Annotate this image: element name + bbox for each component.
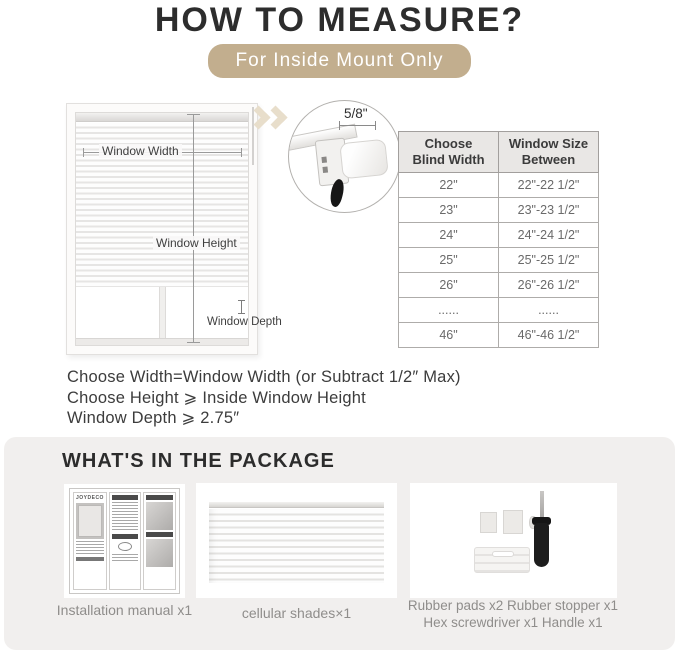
manual-card — [64, 484, 185, 598]
manual-part-drawing — [118, 542, 132, 551]
hardware-caption-line2: Hex screwdriver x1 Handle x1 — [423, 615, 603, 630]
manual-section-bar — [112, 495, 139, 500]
table-row — [399, 173, 599, 198]
depth-tick-bottom — [238, 313, 245, 314]
width-tick-left — [83, 148, 84, 157]
table-cell: 24"-24 1/2" — [499, 223, 599, 248]
shades-card — [196, 483, 397, 598]
table-header-blind-width: Choose Blind Width — [399, 132, 499, 173]
table-cell: 23" — [399, 198, 499, 223]
table-row — [399, 298, 599, 323]
table-cell: 46" — [399, 323, 499, 348]
measuring-instructions — [67, 367, 461, 429]
width-tick-right — [241, 148, 242, 157]
manual-panel-1 — [73, 492, 107, 590]
table-cell: 23"-23 1/2" — [499, 198, 599, 223]
depth-tick-top — [238, 300, 245, 301]
manual-caption: Installation manual x1 — [56, 602, 193, 618]
handle-slot — [492, 551, 514, 557]
blind-headrail — [76, 113, 248, 122]
instruction-width: Choose Width=Window Width (or Subtract 1/2″ Max) — [67, 368, 461, 386]
inside-mount-badge: For Inside Mount Only — [208, 44, 471, 78]
manual-section-bar — [146, 532, 173, 537]
manual-step-photo — [146, 502, 173, 530]
manual-step-photo — [146, 539, 173, 567]
window-depth-label: Window Depth — [207, 316, 282, 328]
table-row — [399, 248, 599, 273]
blind-size-table — [398, 131, 599, 348]
manual-section-bar — [146, 495, 173, 500]
shade-pleats — [209, 509, 384, 583]
page-title: HOW TO MEASURE? — [154, 1, 525, 39]
headrail-depth-bracket — [339, 125, 376, 126]
table-row — [399, 223, 599, 248]
headrail-zoom-detail — [288, 100, 401, 213]
chevron-right-icon — [263, 105, 287, 129]
manual-logo-bar — [76, 557, 104, 561]
table-cell: 25" — [399, 248, 499, 273]
headrail-end-cap — [339, 139, 389, 180]
hardware-caption — [390, 597, 636, 631]
package-panel — [4, 437, 675, 650]
table-row — [399, 323, 599, 348]
rubber-pad — [480, 512, 497, 533]
package-heading: WHAT'S IN THE PACKAGE — [62, 450, 335, 472]
manual-panel-2 — [109, 492, 142, 590]
rubber-pad — [503, 510, 523, 534]
headrail-depth-value: 5/8" — [344, 106, 368, 121]
instruction-depth: Window Depth ⩾ 2.75″ — [67, 409, 240, 427]
manual-section-bar — [112, 534, 139, 539]
table-cell: ...... — [399, 298, 499, 323]
installation-manual-graphic — [69, 488, 180, 594]
table-cell: 24" — [399, 223, 499, 248]
window-sill — [76, 338, 248, 345]
headrail-clip — [321, 157, 327, 163]
table-header-row — [399, 132, 599, 173]
window-width-label: Window Width — [99, 144, 182, 158]
height-tick-bottom — [187, 342, 200, 343]
window-height-label: Window Height — [153, 236, 240, 250]
manual-text-lines — [112, 554, 139, 562]
window-mullion — [159, 287, 166, 345]
height-dimension-line — [193, 114, 194, 342]
table-cell: ...... — [499, 298, 599, 323]
depth-dimension-line — [241, 300, 242, 313]
table-body — [399, 173, 599, 348]
manual-panel-3 — [143, 492, 176, 590]
table-cell: 46"-46 1/2" — [499, 323, 599, 348]
manual-text-lines — [112, 502, 139, 532]
hardware-card — [410, 483, 617, 598]
brand-logo: JOYDECO — [76, 495, 104, 501]
handle — [474, 547, 530, 573]
table-row — [399, 198, 599, 223]
hex-screwdriver — [534, 523, 549, 567]
table-cell: 25"-25 1/2" — [499, 248, 599, 273]
hardware-caption-line1: Rubber pads x2 Rubber stopper x1 — [407, 598, 619, 613]
table-row — [399, 273, 599, 298]
manual-window-illustration — [76, 503, 104, 539]
shades-caption: cellular shades×1 — [241, 605, 352, 621]
table-cell: 26" — [399, 273, 499, 298]
table-cell: 22"-22 1/2" — [499, 173, 599, 198]
instruction-height: Choose Height ⩾ Inside Window Height — [67, 388, 366, 407]
table-cell: 22" — [399, 173, 499, 198]
shade-headrail — [209, 502, 384, 508]
table-header-window-size: Window Size Between — [499, 132, 599, 173]
manual-text-lines — [76, 541, 104, 555]
cellular-shade-graphic — [209, 502, 384, 583]
height-tick-top — [187, 114, 200, 115]
table-cell: 26"-26 1/2" — [499, 273, 599, 298]
headrail-clip — [322, 167, 328, 173]
